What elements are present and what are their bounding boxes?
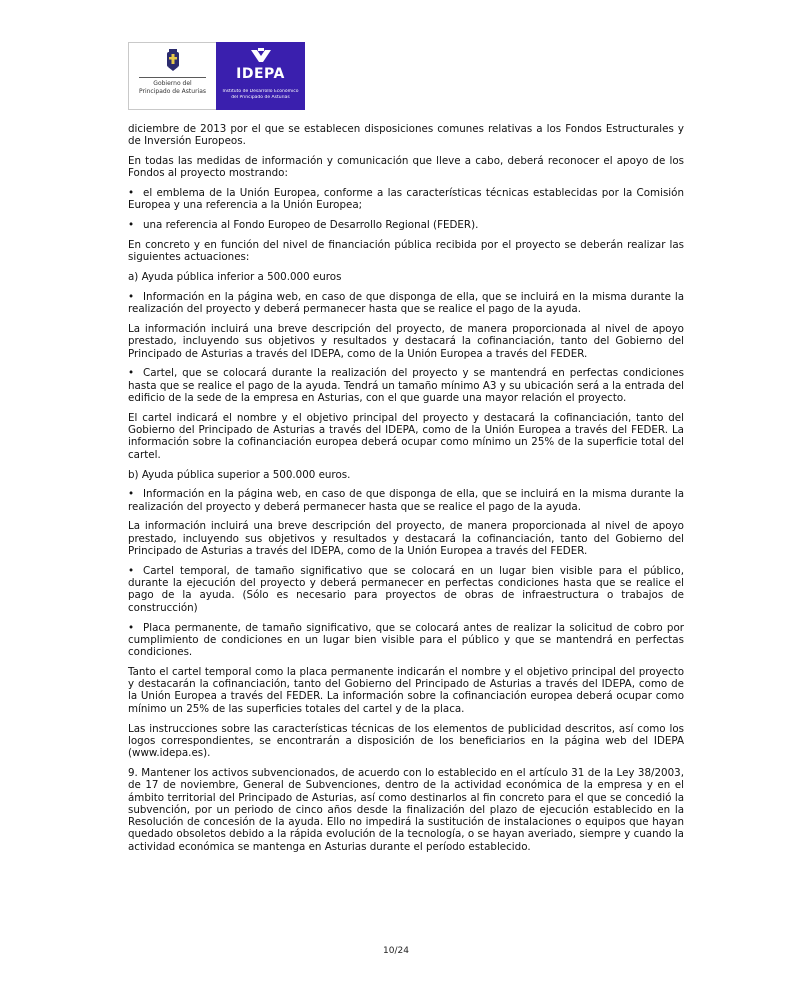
bullet-text: Placa permanente, de tamaño significativo, que se colocará antes de realizar la solicitud de cobro por cumplimiento de condiciones en un lugar bien visible para el público y que se mantendrá en perfectas condiciones. (128, 621, 684, 659)
paragraph: 9. Mantener los activos subvencionados, de acuerdo con lo establecido en el artículo 31 de la Ley 38/2003, de 17 de noviembre, General de Subvenciones, dentro de la actividad económica de la empresa y en el ámbito territorial del Principado de Asturias, así como destinarlos al fin concreto para el que se concedió la subvención, por un periodo de cinco años desde la finalización del plazo de ejecución establecido en la Resolución de concesión de la ayuda. Ello no impedirá la sustitución de instalaciones o equipos que hayan quedado obsoletos debido a la rápida evolución de la tecnología, o se hayan averiado, siempre y cuando la actividad económica se mantenga en Asturias durante el período establecido. (128, 766, 684, 853)
logo-divider (139, 77, 206, 78)
gobierno-line-2: Principado de Asturias (138, 88, 207, 95)
bullet-item (128, 488, 684, 513)
bullet-item (128, 291, 684, 316)
section-heading-a: a) Ayuda pública inferior a 500.000 euros (128, 271, 342, 284)
paragraph: Las instrucciones sobre las características técnicas de los elementos de publicidad descritos, así como los logos correspondientes, se encontrarán a disposición de los beneficiarios en la página web del IDEPA (www.idepa.es). (128, 722, 684, 760)
paragraph: Tanto el cartel temporal como la placa permanente indicarán el nombre y el objetivo principal del proyecto y destacarán la cofinanciación, tanto del Gobierno del Principado de Asturias a través del IDEPA, como de la Unión Europea a través del FEDER. La información sobre la cofinanciación europea deberá ocupar como mínimo un 25% de las superficies totales del cartel y de la placa. (128, 665, 684, 715)
page-number: 10/24 (383, 946, 409, 956)
bullet-text: Información en la página web, en caso de que disponga de ella, que se incluirá en la misma durante la realización del proyecto y deberá permanecer hasta que se realice el pago de la ayuda. (128, 488, 684, 513)
bullet-marker: • (128, 564, 135, 577)
paragraph: En concreto y en función del nivel de financiación pública recibida por el proyecto se deberán realizar las siguientes actuaciones: (128, 239, 684, 264)
idepa-subtitle-2: del Principado de Asturias (231, 95, 290, 100)
bullet-item (128, 622, 684, 659)
body-text (128, 123, 684, 861)
paragraph: La información incluirá una breve descripción del proyecto, de manera proporcionada al nivel de apoyo prestado, incluyendo sus objetivos y resultados y destacará la cofinanciación, tanto del Gobierno del Principado de Asturias a través del IDEPA, como de la Unión Europea a través del FEDER. (128, 323, 684, 360)
idepa-subtitle-1: Instituto de Desarrollo Económico (222, 89, 299, 94)
idepa-name: IDEPA (236, 66, 285, 82)
bullet-text: Información en la página web, en caso de que disponga de ella, que se incluirá en la misma durante la realización del proyecto y deberá permanecer hasta que se realice el pago de la ayuda. (128, 290, 684, 316)
section-heading-b: b) Ayuda pública superior a 500.000 euros. (128, 468, 351, 481)
bullet-text: el emblema de la Unión Europea, conforme a las características técnicas establecidas por la Comisión Europea y una referencia a la Unión Europea; (128, 187, 684, 212)
gobierno-asturias-logo (128, 42, 216, 110)
bullet-text: una referencia al Fondo Europeo de Desarrollo Regional (FEDER). (143, 219, 479, 232)
idepa-logo (216, 42, 305, 110)
bullet-item (128, 565, 684, 614)
bullet-marker: • (128, 290, 135, 303)
idepa-mark-icon (250, 48, 272, 64)
bullet-item (128, 367, 684, 404)
paragraph: En todas las medidas de información y comunicación que lleve a cabo, deberá reconocer el apoyo de los Fondos al proyecto mostrando: (128, 155, 684, 180)
paragraph: La información incluirá una breve descripción del proyecto, de manera proporcionada al nivel de apoyo prestado, incluyendo sus objetivos y resultados y destacará la cofinanciación, tanto del Gobierno del Principado de Asturias a través del IDEPA, como de la Unión Europea a través del FEDER. (128, 520, 684, 558)
bullet-marker: • (128, 219, 135, 232)
bullet-text: Cartel temporal, de tamaño significativo que se colocará en un lugar bien visible para el público, durante la ejecución del proyecto y deberá permanecer en perfectas condiciones hasta que se realice el pago de la ayuda. (Sólo es necesario para proyectos de obras de infraestructura o trabajos de construcción) (128, 564, 684, 614)
bullet-marker: • (128, 187, 135, 200)
coat-of-arms-icon (166, 49, 180, 71)
bullet-marker: • (128, 621, 135, 634)
bullet-marker: • (128, 367, 135, 380)
bullet-item (128, 219, 684, 231)
bullet-marker: • (128, 488, 135, 501)
paragraph: diciembre de 2013 por el que se establecen disposiciones comunes relativas a los Fondos Estructurales y de Inversión Europeos. (128, 123, 684, 148)
bullet-item (128, 187, 684, 212)
paragraph: El cartel indicará el nombre y el objetivo principal del proyecto y destacará la cofinanciación, tanto del Gobierno del Principado de Asturias a través del IDEPA, como de la Unión Europea a través del FEDER. La información sobre la cofinanciación europea deberá ocupar como mínimo un 25% de la superficie total del cartel. (128, 411, 684, 461)
header-logos (128, 42, 305, 110)
gobierno-line-1: Gobierno del (153, 80, 192, 87)
bullet-text: Cartel, que se colocará durante la realización del proyecto y se mantendrá en perfectas condiciones hasta que se realice el pago de la ayuda. Tendrá un tamaño mínimo A3 y su ubicación será a la entrada del edificio de la sede de la empresa en Asturias, con el que guarde una mayor relación el proyecto. (128, 367, 684, 405)
